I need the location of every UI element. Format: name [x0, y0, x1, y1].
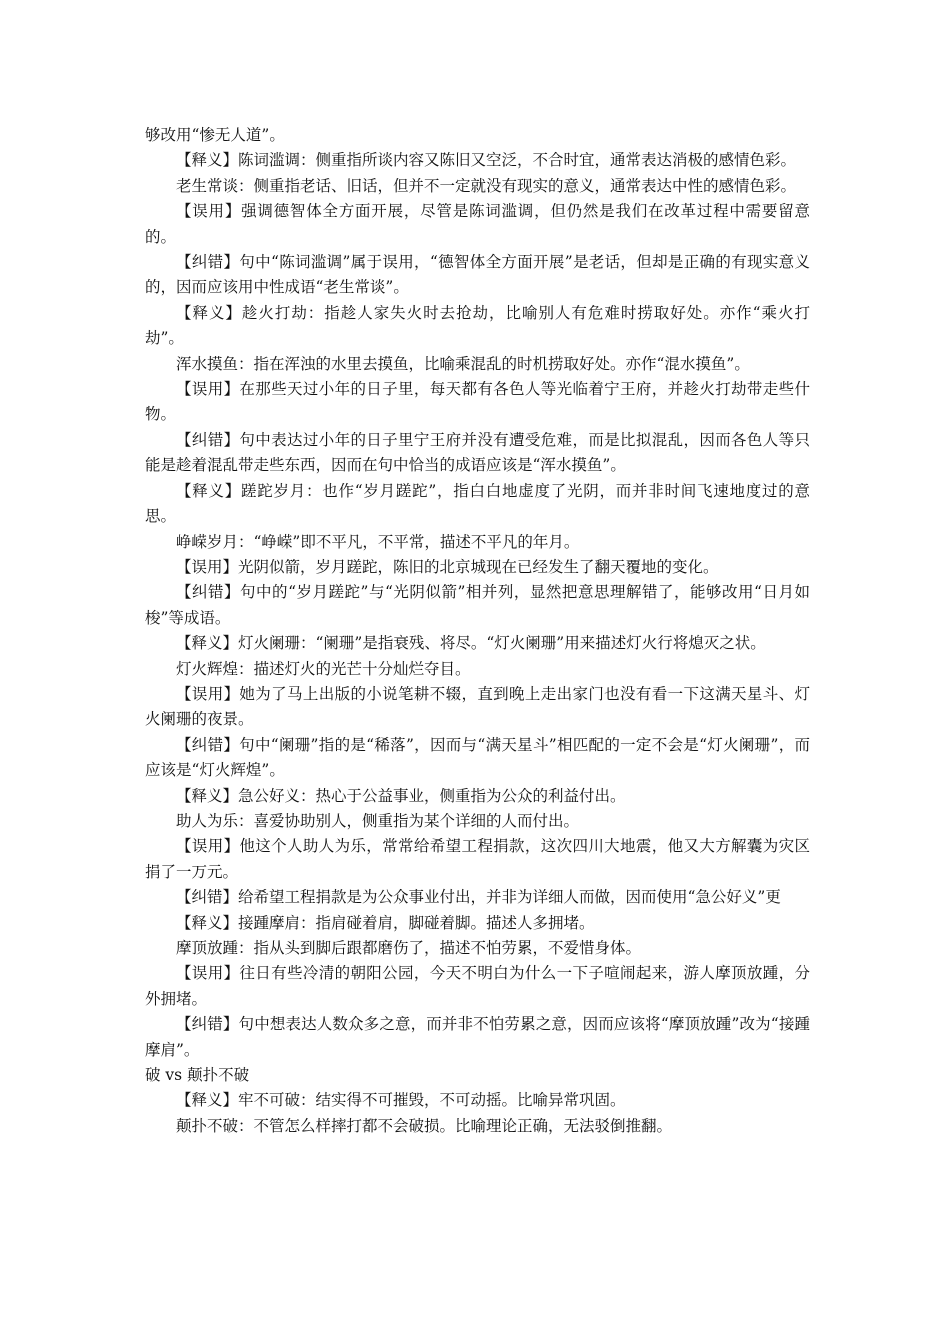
text-paragraph: 灯火辉煌：描述灯火的光芒十分灿烂夺目。 [176, 659, 471, 678]
text-paragraph: 【释义】趁火打劫：指趁人家失火时去抢劫，比喻别人有危难时捞取好处。亦作“乘火打劫”。 [145, 303, 810, 348]
text-paragraph: 【误用】她为了马上出版的小说笔耕不辍，直到晚上走出家门也没有看一下这满天星斗、灯火阑珊的夜景。 [145, 684, 810, 729]
text-paragraph: 【释义】灯火阑珊：“阑珊”是指衰残、将尽。“灯火阑珊”用来描述灯火行将熄灭之状。 [176, 634, 766, 653]
text-paragraph: 够改用“惨无人道”。 [145, 126, 285, 144]
text-paragraph: 【纠错】句中想表达人数众多之意，而并非不怕劳累之意，因而应该将“摩顶放踵”改为“接踵摩肩”。 [145, 1015, 810, 1059]
text-paragraph: 【误用】光阴似箭，岁月蹉跎，陈旧的北京城现在已经发生了翻天覆地的变化。 [176, 557, 719, 576]
text-paragraph: 【释义】蹉跎岁月：也作“岁月蹉跎”，指白白地虚度了光阴，而并非时间飞速地度过的意思。 [145, 481, 810, 526]
text-paragraph: 【纠错】句中表达过小年的日子里宁王府并没有遭受危难，而是比拟混乱，因而各色人等只能是趁着混乱带走些东西，因而在句中恰当的成语应该是“浑水摸鱼”。 [145, 430, 810, 475]
text-paragraph: 【误用】强调德智体全方面开展，尽管是陈词滥调，但仍然是我们在改革过程中需要留意的。 [145, 202, 810, 246]
text-paragraph: 【释义】急公好义：热心于公益事业，侧重指为公众的利益付出。 [176, 786, 626, 805]
text-paragraph: 【释义】牢不可破：结实得不可摧毁，不可动摇。比喻异常巩固。 [176, 1091, 626, 1110]
text-paragraph: 浑水摸鱼：指在浑浊的水里去摸鱼，比喻乘混乱的时机捞取好处。亦作“混水摸鱼”。 [176, 354, 750, 373]
text-paragraph: 【纠错】句中的“岁月蹉跎”与“光阴似箭”相并列，显然把意思理解错了，能够改用“日月如梭”等成语。 [145, 583, 810, 627]
document-page [145, 123, 810, 1139]
text-paragraph: 摩顶放踵：指从头到脚后跟都磨伤了，描述不怕劳累，不爱惜身体。 [176, 939, 642, 957]
text-paragraph: 助人为乐：喜爱协助别人，侧重指为某个详细的人而付出。 [176, 811, 580, 830]
text-paragraph: 峥嵘岁月：“峥嵘”即不平凡，不平常，描述不平凡的年月。 [176, 532, 580, 551]
text-paragraph: 【误用】往日有些冷清的朝阳公园，今天不明白为什么一下子喧闹起来，游人摩顶放踵，分外拥堵。 [145, 964, 810, 1008]
text-paragraph: 【纠错】给希望工程捐款是为公众事业付出，并非为详细人而做，因而使用“急公好义”更 [176, 888, 781, 907]
text-paragraph: 【纠错】句中“阑珊”指的是“稀落”，因而与“满天星斗”相匹配的一定不会是“灯火阑珊”，而应该是“灯火辉煌”。 [145, 735, 810, 780]
text-paragraph: 颠扑不破：不管怎么样摔打都不会破损。比喻理论正确，无法驳倒推翻。 [176, 1116, 673, 1135]
text-paragraph: 【纠错】句中“陈词滥调”属于误用，“德智体全方面开展”是老话，但却是正确的有现实意义的，因而应该用中性成语“老生常谈”。 [145, 253, 810, 297]
text-paragraph: 【误用】他这个人助人为乐，常常给希望工程捐款，这次四川大地震，他又大方解囊为灾区捐了一万元。 [145, 837, 810, 881]
text-paragraph: 老生常谈：侧重指老话、旧话，但并不一定就没有现实的意义，通常表达中性的感情色彩。 [176, 176, 797, 195]
text-paragraph: 【误用】在那些天过小年的日子里，每天都有各色人等光临着宁王府，并趁火打劫带走些什物。 [145, 380, 810, 424]
section-heading: 破 vs 颠扑不破 [145, 1066, 250, 1085]
text-paragraph: 【释义】接踵摩肩：指肩碰着肩，脚碰着脚。描述人多拥堵。 [176, 913, 595, 932]
text-paragraph: 【释义】陈词滥调：侧重指所谈内容又陈旧又空泛，不合时宜，通常表达消极的感情色彩。 [176, 151, 797, 170]
